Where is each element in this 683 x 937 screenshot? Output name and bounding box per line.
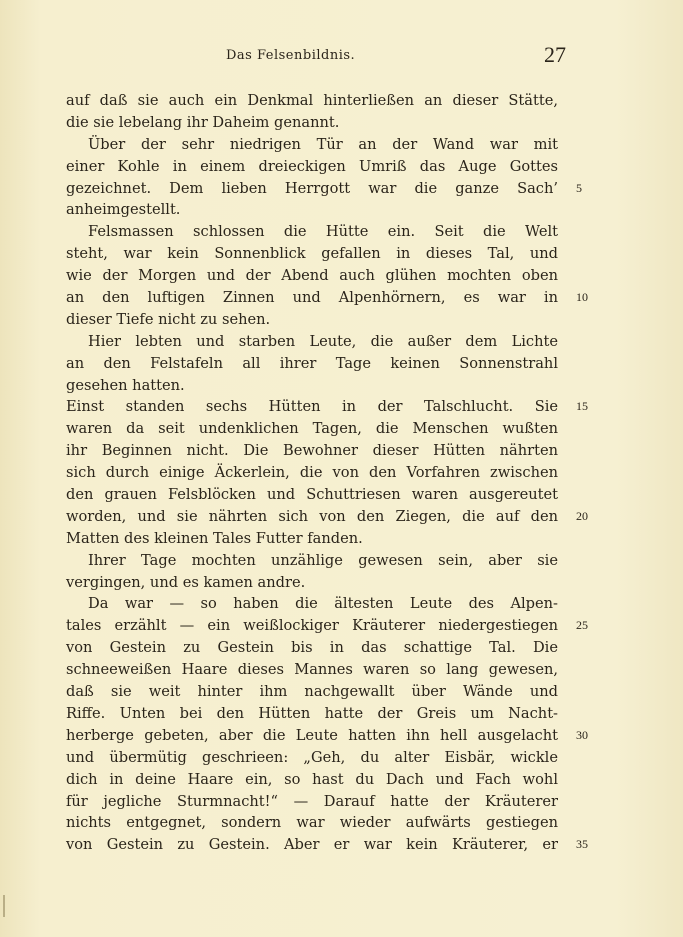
text-line-content: vergingen, und es kamen andre. — [66, 573, 306, 591]
text-line — [66, 791, 558, 813]
text-line-content: an den luftigen Zinnen und Alpenhörnern, es war in — [66, 289, 558, 307]
text-line — [66, 112, 558, 134]
text-line — [66, 265, 558, 287]
text-line — [66, 396, 588, 418]
text-line-content: von Gestein zu Gestein bis in das schattige Tal. Die — [66, 639, 558, 657]
text-line-content: von Gestein zu Gestein. Aber er war kein Kräuterer, er — [66, 836, 558, 854]
text-line — [66, 353, 558, 375]
text-line-content: und übermütig geschrieen: „Geh, du alter Eisbär, wickle — [66, 748, 558, 766]
text-line-content: sich durch einige Äckerlein, die von den Vorfahren zwischen — [66, 464, 558, 482]
text-line — [66, 375, 558, 397]
text-line — [66, 769, 558, 791]
text-line-content: gesehen hatten. — [66, 376, 185, 394]
text-line-content: einer Kohle in einem dreieckigen Umriß das Auge Gottes — [66, 157, 558, 175]
text-line — [66, 550, 558, 572]
text-line — [66, 331, 558, 353]
page-edge-mark — [3, 895, 5, 917]
page-number: 27 — [544, 42, 566, 67]
text-line — [66, 156, 558, 178]
text-line — [66, 287, 588, 309]
text-line — [66, 243, 558, 265]
text-line-content: Felsmassen schlossen die Hütte ein. Seit die Welt — [88, 223, 558, 241]
text-line — [66, 462, 558, 484]
text-line — [66, 834, 588, 856]
text-line — [66, 572, 558, 594]
text-line-content: daß sie weit hinter ihm nachgewallt über Wände und — [66, 683, 558, 701]
text-line-content: dich in deine Haare ein, so hast du Dach und Fach wohl — [66, 770, 558, 788]
line-number: 15 — [576, 399, 588, 414]
page-header — [66, 42, 566, 72]
text-line-content: auf daß sie auch ein Denkmal hinterließen an dieser Stätte, — [66, 92, 558, 109]
text-line — [66, 90, 558, 112]
text-line — [66, 812, 558, 834]
text-line — [66, 593, 558, 615]
line-number: 20 — [576, 508, 588, 523]
line-number: 30 — [576, 727, 588, 742]
text-line-content: steht, war kein Sonnenblick gefallen in dieses Tal, und — [66, 245, 558, 263]
text-line-content: schneeweißen Haare dieses Mannes waren so lang gewesen, — [66, 661, 558, 679]
text-line-content: waren da seit undenklichen Tagen, die Menschen wußten — [66, 420, 558, 438]
text-line-content: dieser Tiefe nicht zu sehen. — [66, 310, 271, 328]
text-line — [66, 725, 588, 747]
text-line-content: tales erzählt — ein weißlockiger Kräuterer niedergestiegen — [66, 617, 558, 635]
text-line-content: wie der Morgen und der Abend auch glühen mochten oben — [66, 267, 558, 285]
text-line-content: Hier lebten und starben Leute, die außer dem Lichte — [88, 332, 558, 350]
line-number: 35 — [576, 837, 588, 852]
text-line-content: worden, und sie nährten sich von den Ziegen, die auf den — [66, 507, 558, 525]
text-line — [66, 506, 588, 528]
text-line-content: an den Felstafeln all ihrer Tage keinen Sonnenstrahl — [66, 354, 558, 372]
text-line — [66, 484, 558, 506]
text-line-content: für jegliche Sturmnacht!“ — Darauf hatte der Kräuterer — [66, 792, 558, 810]
text-line — [66, 615, 588, 637]
running-title: Das Felsenbildnis. — [226, 48, 356, 63]
text-line-content: Matten des kleinen Tales Futter fanden. — [66, 529, 363, 547]
text-line — [66, 199, 558, 221]
text-line-content: Über der sehr niedrigen Tür an der Wand war mit — [88, 135, 558, 153]
text-line-content: nichts entgegnet, sondern war wieder aufwärts gestiegen — [66, 814, 558, 832]
text-line — [66, 418, 558, 440]
text-line — [66, 703, 558, 725]
text-line — [66, 221, 558, 243]
text-line — [66, 681, 558, 703]
body-text — [66, 90, 588, 856]
text-line — [66, 440, 558, 462]
text-line-content: Riffe. Unten bei den Hütten hatte der Greis um Nacht- — [66, 704, 558, 722]
line-number: 10 — [576, 290, 588, 305]
text-line-content: herberge gebeten, aber die Leute hatten ihn hell ausgelacht — [66, 726, 558, 744]
line-number: 25 — [576, 618, 588, 633]
text-line-content: ihr Beginnen nicht. Die Bewohner dieser Hütten nährten — [66, 442, 558, 460]
text-line-content: die sie lebelang ihr Daheim genannt. — [66, 113, 340, 131]
text-line — [66, 134, 558, 156]
text-line-content: Da war — so haben die ältesten Leute des Alpen- — [88, 595, 558, 613]
text-line — [66, 659, 558, 681]
text-line-content: gezeichnet. Dem lieben Herrgott war die ganze Sach’ — [66, 179, 558, 197]
text-line — [66, 637, 558, 659]
text-line-content: Ihrer Tage mochten unzählige gewesen sein, aber sie — [88, 551, 558, 569]
text-line-content: Einst standen sechs Hütten in der Talschlucht. Sie — [66, 398, 558, 416]
text-line — [66, 747, 558, 769]
text-line-content: den grauen Felsblöcken und Schuttriesen waren ausgereutet — [66, 486, 558, 504]
text-line — [66, 528, 558, 550]
text-line — [66, 309, 558, 331]
line-number: 5 — [576, 180, 582, 195]
text-line-content: anheimgestellt. — [66, 201, 181, 219]
text-line — [66, 178, 582, 200]
